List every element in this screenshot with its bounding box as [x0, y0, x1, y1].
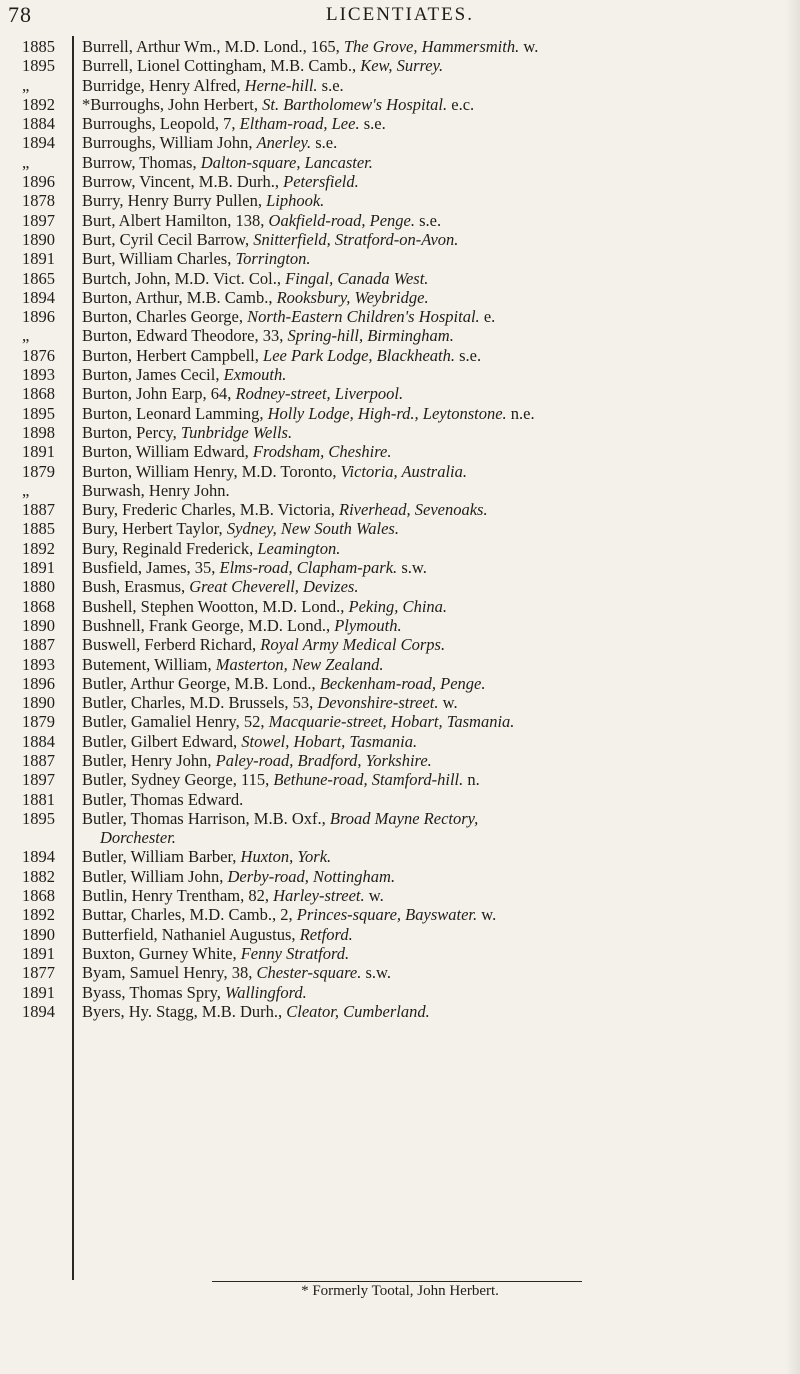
entry-text [82, 925, 788, 944]
entry-text [82, 558, 788, 577]
entry-name: Bushell, Stephen Wootton, M.D. Lond., [82, 596, 345, 616]
entry-text [82, 56, 788, 75]
entry-year: 1895 [22, 808, 55, 828]
entry-address: Peking, China. [348, 596, 448, 616]
list-item [0, 481, 800, 500]
entry-address: Princes-square, Bayswater. [296, 905, 478, 925]
entry-region: s.e. [363, 114, 386, 134]
entry-text [82, 751, 788, 770]
list-item [0, 963, 800, 982]
entry-text [82, 674, 788, 693]
entry-text [82, 37, 788, 56]
entry-text [82, 809, 788, 848]
entry-year: 1881 [22, 789, 55, 809]
list-item [0, 423, 800, 442]
entry-address: Rodney-street, Liverpool. [235, 384, 404, 404]
entry-text [82, 983, 788, 1002]
entry-address: Huxton, York. [240, 847, 332, 867]
entry-year: 1868 [22, 384, 55, 404]
list-item [0, 365, 800, 384]
entry-address: Cleator, Cumberland. [286, 1001, 430, 1021]
entry-year: 1897 [22, 770, 55, 790]
entry-name: Bury, Herbert Taylor, [82, 519, 223, 539]
entry-year: „ [22, 152, 30, 172]
entry-year: 1876 [22, 345, 55, 365]
entry-address-continuation: Dorchester. [100, 828, 176, 848]
entry-address: Macquarie-street, Hobart, Tasmania. [268, 712, 515, 732]
entry-name: Butler, Gamaliel Henry, 52, [82, 712, 265, 732]
entry-name: Burroughs, Leopold, 7, [82, 114, 236, 134]
entry-name: Burton, John Earp, 64, [82, 384, 232, 404]
entry-year: 1895 [22, 56, 55, 76]
list-item [0, 37, 800, 56]
footnote: * Formerly Tootal, John Herbert. [301, 1283, 499, 1299]
entry-name: Burrell, Lionel Cottingham, M.B. Camb., [82, 56, 357, 76]
entry-text [82, 307, 788, 326]
entry-address: Snitterfield, Stratford-on-Avon. [253, 229, 459, 249]
entry-text [82, 384, 788, 403]
entry-year: 1896 [22, 172, 55, 192]
entry-region: s.w. [365, 963, 392, 983]
entry-year: 1880 [22, 577, 55, 597]
entry-name: Bury, Frederic Charles, M.B. Victoria, [82, 500, 335, 520]
entry-text [82, 847, 788, 866]
entry-year: 1893 [22, 365, 55, 385]
entry-region: s.e. [419, 210, 442, 230]
entry-text [82, 365, 788, 384]
list-item [0, 693, 800, 712]
entry-text [82, 635, 788, 654]
entry-address: Herne-hill. [244, 75, 318, 95]
entry-text [82, 249, 788, 268]
entry-name: Butler, William Barber, [82, 847, 237, 867]
entry-region: s.e. [321, 75, 344, 95]
list-item [0, 558, 800, 577]
entry-year: 1897 [22, 210, 55, 230]
entry-name: Burt, Cyril Cecil Barrow, [82, 229, 250, 249]
entry-year: 1865 [22, 268, 55, 288]
entry-text [82, 153, 788, 172]
entry-name: Bushnell, Frank George, M.D. Lond., [82, 615, 331, 635]
entry-name: Burrow, Vincent, M.B. Durh., [82, 172, 279, 192]
entry-year: 1894 [22, 287, 55, 307]
entry-address: Kew, Surrey. [360, 56, 444, 76]
entry-name: Burry, Henry Burry Pullen, [82, 191, 262, 211]
entry-text [82, 886, 788, 905]
list-item [0, 153, 800, 172]
entry-address: Victoria, Australia. [340, 461, 468, 481]
entry-text [82, 211, 788, 230]
entry-text [82, 133, 788, 152]
entry-region: w. [368, 886, 384, 906]
entry-address: Royal Army Medical Corps. [260, 635, 446, 655]
list-item [0, 307, 800, 326]
entry-name: Butterfield, Nathaniel Augustus, [82, 924, 296, 944]
entry-region: s.w. [401, 558, 427, 578]
entry-name: Butler, William John, [82, 866, 224, 886]
entry-region: s.e. [315, 133, 338, 153]
entry-text [82, 867, 788, 886]
entry-text [82, 76, 788, 95]
entry-year: 1879 [22, 712, 55, 732]
entry-address: Devonshire-street. [317, 693, 439, 713]
entry-address: Wallingford. [225, 982, 307, 1002]
list-item [0, 770, 800, 789]
entry-year: 1892 [22, 94, 55, 114]
list-item [0, 442, 800, 461]
entry-address: Harley-street. [273, 886, 365, 906]
entry-text [82, 539, 788, 558]
entry-year: 1891 [22, 982, 55, 1002]
list-item [0, 712, 800, 731]
entry-name: Butler, Henry John, [82, 750, 212, 770]
entry-text [82, 790, 788, 809]
list-item [0, 905, 800, 924]
entry-address: Lee Park Lodge, Blackheath. [263, 345, 456, 365]
entry-year: 1891 [22, 442, 55, 462]
entry-text [82, 693, 788, 712]
list-item [0, 847, 800, 866]
entry-year: 1868 [22, 886, 55, 906]
list-item [0, 95, 800, 114]
entry-text [82, 519, 788, 538]
entry-name: Burrell, Arthur Wm., M.D. Lond., 165, [82, 37, 340, 56]
list-item [0, 944, 800, 963]
entry-name: Byass, Thomas Spry, [82, 982, 221, 1002]
entry-address: Liphook. [266, 191, 325, 211]
entry-address: Retford. [299, 924, 353, 944]
entry-text [82, 442, 788, 461]
list-item [0, 249, 800, 268]
entry-address: Paley-road, Bradford, Yorkshire. [215, 750, 432, 770]
entry-year: 1882 [22, 866, 55, 886]
list-item [0, 597, 800, 616]
entry-name: Burroughs, William John, [82, 133, 253, 153]
running-title: LICENTIATES. [325, 4, 474, 25]
entry-name: Busfield, James, 35, [82, 558, 216, 578]
entry-name: Burton, Leonard Lamming, [82, 403, 264, 423]
entry-year: 1887 [22, 750, 55, 770]
list-item [0, 790, 800, 809]
entry-region: w. [481, 905, 497, 925]
entry-text [82, 500, 788, 519]
entry-name: Burridge, Henry Alfred, [82, 75, 241, 95]
entry-text [82, 404, 788, 423]
entry-address: Plymouth. [334, 615, 402, 635]
entry-text [82, 577, 788, 596]
list-item [0, 732, 800, 751]
entry-text [82, 95, 788, 114]
entry-region: e.c. [451, 94, 475, 114]
entry-name: Burrow, Thomas, [82, 152, 197, 172]
list-item [0, 288, 800, 307]
entry-name: Burton, Herbert Campbell, [82, 345, 259, 365]
entry-name: Buttar, Charles, M.D. Camb., 2, [82, 905, 293, 925]
entry-year: 1892 [22, 538, 55, 558]
entry-year: 1868 [22, 596, 55, 616]
list-item [0, 1002, 800, 1021]
entry-year: 1893 [22, 654, 55, 674]
entry-name: Burton, James Cecil, [82, 365, 220, 385]
entry-region: e. [483, 307, 496, 327]
list-item [0, 269, 800, 288]
entry-address: Leamington. [257, 538, 341, 558]
list-item [0, 519, 800, 538]
entry-region: w. [523, 37, 539, 56]
entry-address: Riverhead, Sevenoaks. [339, 500, 488, 520]
list-item [0, 616, 800, 635]
entry-name: Buswell, Ferberd Richard, [82, 635, 257, 655]
entry-text [82, 114, 788, 133]
entry-region: n. [467, 770, 480, 790]
entry-address: Holly Lodge, High-rd., Leytonstone. [267, 403, 507, 423]
entry-address: Rooksbury, Weybridge. [276, 287, 429, 307]
entry-year: 1894 [22, 847, 55, 867]
entry-name: Butler, Arthur George, M.B. Lond., [82, 673, 316, 693]
entry-region: n.e. [510, 403, 535, 423]
entry-text [82, 288, 788, 307]
entry-text [82, 172, 788, 191]
entry-year: 1890 [22, 229, 55, 249]
entry-address: Dalton-square, Lancaster. [200, 152, 373, 172]
entry-name: Byers, Hy. Stagg, M.B. Durh., [82, 1001, 283, 1021]
entry-address: Sydney, New South Wales. [226, 519, 399, 539]
page-number: 78 [8, 2, 32, 27]
entry-year: 1879 [22, 461, 55, 481]
entry-address: Eltham-road, Lee. [239, 114, 360, 134]
entry-name: Butler, Sydney George, 115, [82, 770, 270, 790]
entry-address: Beckenham-road, Penge. [319, 673, 486, 693]
entry-name: Byam, Samuel Henry, 38, [82, 963, 253, 983]
entry-address: Stowel, Hobart, Tasmania. [241, 731, 418, 751]
entry-name: Burton, William Henry, M.D. Toronto, [82, 461, 337, 481]
list-item [0, 384, 800, 403]
entry-text [82, 346, 788, 365]
entry-region: w. [442, 693, 458, 713]
list-item [0, 500, 800, 519]
list-item [0, 230, 800, 249]
entry-year: 1885 [22, 519, 55, 539]
entry-text [82, 423, 788, 442]
list-item [0, 867, 800, 886]
entry-year: 1884 [22, 731, 55, 751]
entry-year: 1890 [22, 615, 55, 635]
list-item [0, 674, 800, 693]
entry-year: 1896 [22, 307, 55, 327]
entry-name: Burton, Edward Theodore, 33, [82, 326, 284, 346]
entry-year: 1896 [22, 673, 55, 693]
entry-name: Burt, William Charles, [82, 249, 232, 269]
list-item [0, 577, 800, 596]
entry-name: *Burroughs, John Herbert, [82, 94, 258, 114]
entry-text [82, 732, 788, 751]
entry-year: 1885 [22, 37, 55, 56]
entry-text [82, 597, 788, 616]
entry-text [82, 770, 788, 789]
list-item [0, 211, 800, 230]
entry-year: 1891 [22, 558, 55, 578]
entry-address: Broad Mayne Rectory, [329, 808, 479, 828]
entry-address: Petersfield. [283, 172, 359, 192]
list-item [0, 76, 800, 95]
entry-year: 1895 [22, 403, 55, 423]
entry-text [82, 616, 788, 635]
list-item [0, 983, 800, 1002]
entry-address: Great Cheverell, Devizes. [189, 577, 359, 597]
entry-name: Bush, Erasmus, [82, 577, 186, 597]
entry-name: Burton, Percy, [82, 422, 177, 442]
entry-year: 1877 [22, 963, 55, 983]
entry-year: „ [22, 480, 30, 500]
entry-year: 1890 [22, 693, 55, 713]
entry-name: Burton, Charles George, [82, 307, 243, 327]
entry-year: „ [22, 326, 30, 346]
entry-text [82, 462, 788, 481]
list-item [0, 886, 800, 905]
entry-address: Derby-road, Nottingham. [227, 866, 396, 886]
entry-text [82, 230, 788, 249]
entry-name: Bury, Reginald Frederick, [82, 538, 254, 558]
entry-address: Chester-square. [256, 963, 362, 983]
entry-address: Masterton, New Zealand. [215, 654, 384, 674]
list-item [0, 404, 800, 423]
entry-address: Exmouth. [223, 365, 287, 385]
entry-text [82, 1002, 788, 1021]
entry-text [82, 963, 788, 982]
footnote-rule [212, 1281, 582, 1282]
list-item [0, 191, 800, 210]
list-item [0, 751, 800, 770]
entry-name: Butler, Thomas Edward. [82, 789, 244, 809]
entry-year: 1892 [22, 905, 55, 925]
list-item [0, 462, 800, 481]
entry-name: Butler, Charles, M.D. Brussels, 53, [82, 693, 314, 713]
entry-address: Fenny Stratford. [240, 943, 350, 963]
entry-address: Spring-hill, Birmingham. [287, 326, 454, 346]
list-item [0, 172, 800, 191]
entry-text [82, 481, 788, 500]
entry-year: 1891 [22, 943, 55, 963]
entry-year: 1887 [22, 635, 55, 655]
entry-year: 1887 [22, 500, 55, 520]
entry-name: Buxton, Gurney White, [82, 943, 237, 963]
entry-text [82, 944, 788, 963]
entry-text [82, 269, 788, 288]
entry-text [82, 712, 788, 731]
entry-region: s.e. [459, 345, 482, 365]
entry-address: Frodsham, Cheshire. [252, 442, 392, 462]
entry-name: Burtch, John, M.D. Vict. Col., [82, 268, 281, 288]
entry-year: 1890 [22, 924, 55, 944]
list-item [0, 635, 800, 654]
entry-address: The Grove, Hammersmith. [343, 37, 520, 56]
entry-address: Bethune-road, Stamford-hill. [273, 770, 464, 790]
entry-address: Torrington. [235, 249, 311, 269]
list-item [0, 346, 800, 365]
entry-name: Butement, William, [82, 654, 212, 674]
entry-text [82, 655, 788, 674]
entry-text [82, 191, 788, 210]
list-item [0, 809, 800, 848]
entry-address: St. Bartholomew's Hospital. [262, 94, 448, 114]
list-item [0, 925, 800, 944]
list-item [0, 114, 800, 133]
entry-name: Burton, William Edward, [82, 442, 249, 462]
entry-address: Elms-road, Clapham-park. [219, 558, 398, 578]
entry-year: 1894 [22, 133, 55, 153]
entry-year: 1891 [22, 249, 55, 269]
list-item [0, 56, 800, 75]
entry-address: Oakfield-road, Penge. [268, 210, 416, 230]
list-item [0, 655, 800, 674]
entry-text [82, 905, 788, 924]
entry-address: Tunbridge Wells. [180, 422, 293, 442]
entry-name: Butlin, Henry Trentham, 82, [82, 886, 270, 906]
entry-year: 1884 [22, 114, 55, 134]
entry-name: Butler, Thomas Harrison, M.B. Oxf., [82, 808, 326, 828]
entry-name: Burt, Albert Hamilton, 138, [82, 210, 265, 230]
entry-text [82, 326, 788, 345]
entry-year: 1878 [22, 191, 55, 211]
entry-address: Fingal, Canada West. [285, 268, 429, 288]
entry-year: „ [22, 75, 30, 95]
entry-address: North-Eastern Children's Hospital. [247, 307, 480, 327]
licentiates-list [0, 37, 800, 1021]
entry-name: Butler, Gilbert Edward, [82, 731, 238, 751]
list-item [0, 539, 800, 558]
entry-name: Burton, Arthur, M.B. Camb., [82, 287, 273, 307]
entry-year: 1898 [22, 422, 55, 442]
list-item [0, 326, 800, 345]
entry-name: Burwash, Henry John. [82, 480, 230, 500]
entry-year: 1894 [22, 1001, 55, 1021]
list-item [0, 133, 800, 152]
entry-address: Anerley. [256, 133, 312, 153]
